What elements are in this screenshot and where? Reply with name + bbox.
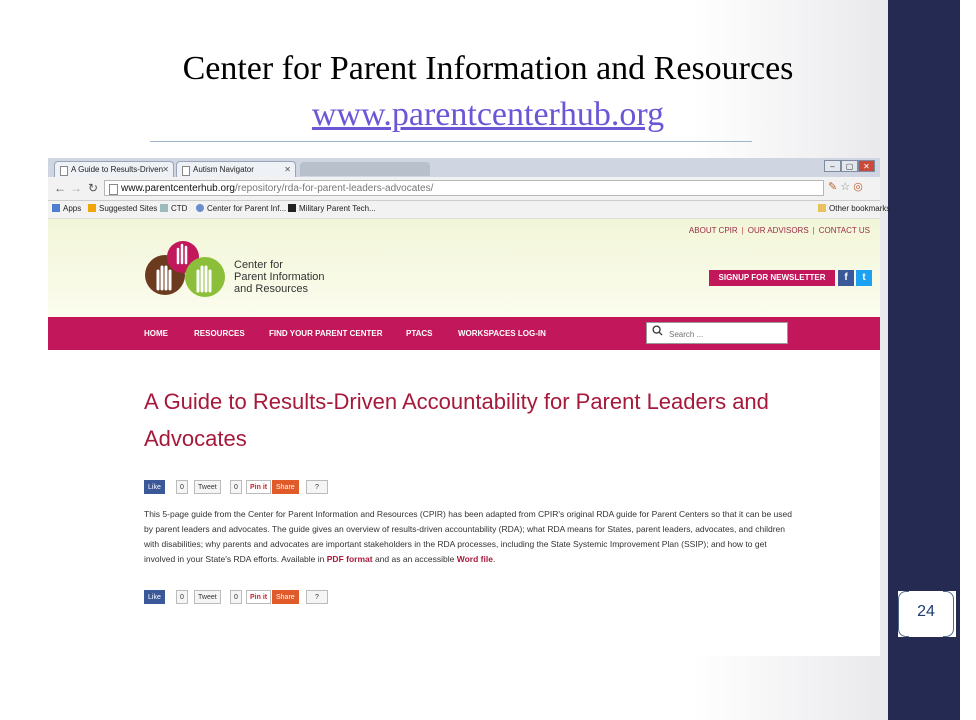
nav-ptacs[interactable]: PTACS bbox=[406, 329, 433, 338]
url-path: /repository/rda-for-parent-leaders-advocates/ bbox=[234, 183, 434, 194]
share-button[interactable]: Share bbox=[272, 480, 299, 494]
bing-icon bbox=[88, 204, 96, 212]
word-link[interactable]: Word file bbox=[456, 554, 493, 564]
forward-icon[interactable]: → bbox=[70, 181, 82, 195]
slide-title: Center for Parent Information and Resources bbox=[182, 50, 794, 87]
back-icon[interactable]: ← bbox=[54, 181, 66, 195]
close-icon[interactable]: ✕ bbox=[284, 165, 291, 174]
tweet-count: 0 bbox=[230, 590, 242, 604]
pin-it-button[interactable]: Pin it bbox=[246, 590, 271, 604]
search-input[interactable] bbox=[667, 326, 781, 342]
logo-line: Center for bbox=[234, 259, 283, 271]
page-content bbox=[48, 350, 880, 656]
page-icon bbox=[109, 184, 118, 195]
tab-guide[interactable] bbox=[54, 161, 174, 177]
page-icon bbox=[60, 166, 68, 176]
logo-line: and Resources bbox=[234, 283, 308, 295]
tweet-label: Tweet bbox=[198, 484, 217, 491]
bookmark-label: Apps bbox=[63, 204, 82, 213]
bookmark-military-parent[interactable] bbox=[288, 204, 376, 213]
slide-url-link[interactable]: www.parentcenterhub.org bbox=[311, 96, 665, 133]
site-nav bbox=[48, 317, 880, 350]
maximize-icon[interactable]: ▢ bbox=[841, 160, 858, 172]
nav-resources[interactable]: RESOURCES bbox=[194, 329, 245, 338]
tab-autism-navigator[interactable] bbox=[176, 161, 296, 177]
address-icons bbox=[828, 180, 863, 193]
pin-it-button[interactable]: Pin it bbox=[246, 480, 271, 494]
ctd-icon bbox=[160, 204, 168, 212]
logo-line: Parent Information bbox=[234, 271, 325, 283]
facebook-icon[interactable]: f bbox=[838, 270, 854, 286]
tweet-count: 0 bbox=[230, 480, 242, 494]
bookmark-ctd[interactable] bbox=[160, 204, 187, 213]
bookmark-other[interactable] bbox=[818, 204, 890, 213]
share-button[interactable]: Share bbox=[272, 590, 299, 604]
url-field[interactable] bbox=[104, 180, 824, 196]
facebook-like-button[interactable] bbox=[144, 480, 165, 494]
menu-icon[interactable]: ◎ bbox=[853, 181, 863, 193]
tab-label: A Guide to Results-Driven bbox=[71, 165, 164, 174]
reload-icon[interactable]: ↻ bbox=[88, 181, 99, 195]
separator: | bbox=[741, 226, 744, 235]
bookmark-label: Suggested Sites bbox=[99, 204, 158, 213]
like-label: Like bbox=[148, 484, 161, 491]
site-icon bbox=[196, 204, 204, 212]
page-number-box bbox=[898, 591, 956, 637]
search-box bbox=[646, 322, 788, 344]
nav-find-parent-center[interactable]: FIND YOUR PARENT CENTER bbox=[269, 329, 383, 338]
advisors-link[interactable]: OUR ADVISORS bbox=[747, 226, 809, 235]
contact-link[interactable]: CONTACT US bbox=[818, 226, 870, 235]
article-title: A Guide to Results-Driven Accountability for Parent Leaders and Advocates bbox=[144, 389, 769, 451]
help-button[interactable]: ? bbox=[306, 590, 328, 604]
facebook-like-button[interactable] bbox=[144, 590, 165, 604]
minimize-icon[interactable]: – bbox=[824, 160, 841, 172]
cpir-logo-icon[interactable] bbox=[140, 233, 235, 303]
b-icon bbox=[288, 204, 296, 212]
article-body bbox=[144, 507, 794, 567]
tweet-label: Tweet bbox=[198, 594, 217, 601]
close-window-icon[interactable]: ✕ bbox=[858, 160, 875, 172]
newsletter-button[interactable]: SIGNUP FOR NEWSLETTER bbox=[709, 270, 835, 286]
help-button[interactable]: ? bbox=[306, 480, 328, 494]
nav-workspaces-login[interactable]: WORKSPACES LOG-IN bbox=[458, 329, 546, 338]
url-host: www.parentcenterhub.org bbox=[121, 183, 235, 194]
tab-bar bbox=[48, 158, 880, 177]
bookmark-label: Military Parent Tech... bbox=[299, 204, 376, 213]
site-header bbox=[48, 219, 880, 317]
folder-icon bbox=[818, 204, 826, 212]
bookmark-label: Other bookmarks bbox=[829, 204, 891, 213]
search-icon bbox=[652, 325, 663, 336]
bookmark-apps[interactable] bbox=[52, 204, 81, 213]
apps-icon bbox=[52, 204, 60, 212]
like-label: Like bbox=[148, 594, 161, 601]
tab-label: Autism Navigator bbox=[193, 165, 254, 174]
pdf-link[interactable]: PDF format bbox=[326, 554, 373, 564]
close-icon[interactable]: ✕ bbox=[162, 165, 169, 174]
page-icon bbox=[182, 166, 190, 176]
like-count: 0 bbox=[176, 480, 188, 494]
new-tab-button[interactable] bbox=[300, 162, 430, 176]
twitter-icon[interactable]: t bbox=[856, 270, 872, 286]
bookmarks-bar bbox=[48, 201, 891, 219]
about-link[interactable]: ABOUT CPIR bbox=[688, 226, 738, 235]
separator: | bbox=[812, 226, 815, 235]
extension-icon[interactable]: ✎ bbox=[828, 181, 838, 193]
like-count: 0 bbox=[176, 590, 188, 604]
nav-home[interactable]: HOME bbox=[144, 329, 168, 338]
bookmark-label: Center for Parent Inf... bbox=[207, 204, 287, 213]
title-divider bbox=[150, 141, 752, 142]
bookmark-center-parent[interactable] bbox=[196, 204, 286, 213]
body-text-end: . bbox=[492, 554, 496, 564]
tweet-button[interactable] bbox=[194, 480, 221, 494]
bookmark-label: CTD bbox=[171, 204, 188, 213]
body-text: This 5-page guide from the Center for Parent Information and Resources (CPIR) has been adapted from CPIR's original RDA guide for Parent Centers so that it can be used by parent leaders and advocates. The guide gives an overview of results-driven accountability (RDA); what RDA means for States, parent leaders, advocates, and children with disabilities; why parents and advocates are important stakeholders in the RDA processes, including the State Systemic Improvement Plan (SSIP); and how to get involved in your State's RDA efforts. Available in bbox=[144, 509, 792, 564]
address-bar bbox=[48, 177, 880, 201]
body-text-middle: and as an accessible bbox=[374, 554, 455, 564]
browser-screenshot bbox=[48, 158, 891, 656]
logo-text bbox=[234, 259, 325, 295]
page-number: 24 bbox=[917, 603, 935, 620]
top-links bbox=[689, 226, 870, 235]
bookmark-suggested-sites[interactable] bbox=[88, 204, 157, 213]
tweet-button[interactable] bbox=[194, 590, 221, 604]
star-icon[interactable]: ☆ bbox=[840, 181, 851, 193]
window-controls bbox=[810, 160, 880, 173]
